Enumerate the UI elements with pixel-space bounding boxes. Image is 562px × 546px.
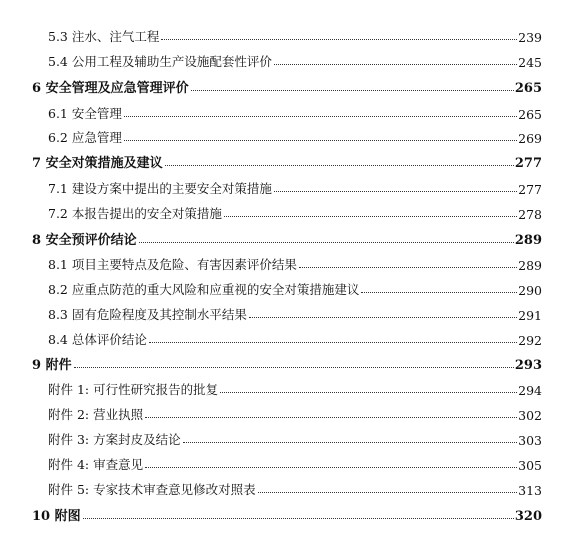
dot-leader [183, 441, 518, 443]
toc-entry-title: 方案封皮及结论 [93, 432, 181, 447]
toc-section[interactable] [32, 504, 542, 524]
toc-entry-title: 固有危险程度及其控制水平结果 [71, 307, 247, 322]
toc-section[interactable] [32, 353, 542, 373]
toc-section[interactable] [32, 228, 542, 248]
toc-entry-title: 安全预评价结论 [45, 233, 137, 248]
toc-entry-number: 7.2 [48, 206, 68, 221]
toc-entry-page: 313 [518, 483, 542, 498]
toc-entry-title: 安全对策措施及建议 [45, 156, 163, 171]
toc-entry-label [32, 152, 165, 171]
toc-entry-number: 8.2 [48, 282, 68, 297]
toc-entry[interactable] [48, 478, 542, 498]
toc-entry-number: 6 [32, 81, 42, 96]
dot-leader [220, 391, 517, 393]
toc-entry-page: 305 [518, 458, 542, 473]
toc-entry-page: 303 [518, 433, 542, 448]
dot-leader [145, 466, 517, 468]
toc-entry[interactable] [48, 102, 542, 122]
toc-entry-label [48, 480, 258, 498]
dot-leader [74, 366, 514, 368]
toc-entry-number: 6.2 [48, 130, 68, 145]
toc-section[interactable] [32, 76, 542, 96]
toc-entry-label [48, 104, 124, 122]
toc-entry-number: 7.1 [48, 181, 68, 196]
toc-entry[interactable] [48, 278, 542, 298]
toc-entry-title: 审查意见 [93, 457, 144, 472]
toc-entry-page: 265 [514, 81, 542, 96]
toc-entry-title: 应重点防范的重大风险和应重视的安全对策措施建议 [71, 282, 360, 297]
toc-entry-page: 289 [514, 233, 542, 248]
toc-entry-label [48, 27, 161, 45]
toc-entry-number: 6.1 [48, 106, 68, 121]
toc-entry-title: 总体评价结论 [71, 332, 147, 347]
dot-leader [299, 266, 517, 268]
toc-entry-title: 建设方案中提出的主要安全对策措施 [71, 181, 272, 196]
toc-entry-page: 277 [518, 182, 542, 197]
dot-leader [124, 139, 517, 141]
toc-entry-page: 320 [514, 509, 542, 524]
toc-entry-page: 278 [518, 207, 542, 222]
toc-entry-number: 8.4 [48, 332, 68, 347]
toc-entry[interactable] [48, 403, 542, 423]
toc-entry[interactable] [48, 253, 542, 273]
toc-entry-number: 附件 3: [48, 432, 90, 447]
toc-entry-page: 277 [514, 156, 542, 171]
dot-leader [249, 316, 517, 318]
toc-entry-label [48, 280, 361, 298]
toc-section[interactable] [32, 151, 542, 171]
toc-entry-number: 9 [32, 358, 42, 373]
toc-entry-number: 8.1 [48, 257, 68, 272]
toc-entry[interactable] [48, 453, 542, 473]
toc-entry-label [48, 455, 145, 473]
toc-entry-label [48, 128, 124, 146]
toc-entry-label [48, 204, 224, 222]
toc-entry[interactable] [48, 378, 542, 398]
toc-entry-label [48, 330, 149, 348]
dot-leader [165, 164, 514, 166]
toc-entry-page: 293 [514, 358, 542, 373]
toc-entry-number: 附件 2: [48, 407, 90, 422]
dot-leader [161, 38, 517, 40]
dot-leader [258, 491, 518, 493]
toc-entry-label [48, 255, 299, 273]
dot-leader [274, 63, 517, 65]
dot-leader [83, 517, 514, 519]
toc-entry-title: 注水、注气工程 [71, 29, 160, 44]
toc-entry-label [48, 179, 274, 197]
dot-leader [361, 291, 517, 293]
toc-entry-label [48, 380, 220, 398]
toc-entry-number: 7 [32, 156, 42, 171]
toc-entry-title: 专家技术审查意见修改对照表 [93, 482, 256, 497]
toc-entry-label [48, 52, 274, 70]
toc-entry-label [48, 305, 249, 323]
toc-entry-number: 10 [32, 509, 51, 524]
toc-entry-title: 附图 [54, 509, 81, 524]
toc-entry-page: 302 [518, 408, 542, 423]
toc-entry-page: 292 [518, 333, 542, 348]
toc-entry-label [32, 354, 74, 373]
toc-entry-page: 294 [518, 383, 542, 398]
toc-entry-page: 245 [518, 55, 542, 70]
toc-entry[interactable] [48, 25, 542, 45]
toc-entry-page: 290 [518, 283, 542, 298]
toc-entry-title: 公用工程及辅助生产设施配套性评价 [71, 54, 272, 69]
dot-leader [224, 215, 517, 217]
toc-entry-label [32, 77, 191, 96]
toc-entry[interactable] [48, 126, 542, 146]
toc-entry-title: 应急管理 [71, 130, 122, 145]
toc-entry-number: 5.3 [48, 29, 68, 44]
toc-entry-number: 附件 1: [48, 382, 90, 397]
toc-entry-title: 安全管理 [71, 106, 122, 121]
toc-entry-page: 291 [518, 308, 542, 323]
toc-entry-number: 8.3 [48, 307, 68, 322]
toc-entry-label [48, 405, 145, 423]
toc-entry[interactable] [48, 328, 542, 348]
toc-entry-page: 289 [518, 258, 542, 273]
toc-entry-title: 附件 [45, 358, 72, 373]
dot-leader [274, 190, 517, 192]
toc-entry-title: 安全管理及应急管理评价 [45, 81, 189, 96]
toc-entry-number: 附件 4: [48, 457, 90, 472]
toc-entry-label [32, 505, 83, 524]
toc-entry-title: 本报告提出的安全对策措施 [71, 206, 222, 221]
toc-entry[interactable] [48, 50, 542, 70]
toc-entry-number: 8 [32, 233, 42, 248]
toc-entry[interactable] [48, 177, 542, 197]
toc-entry[interactable] [48, 428, 542, 448]
dot-leader [149, 341, 517, 343]
toc-entry-number: 5.4 [48, 54, 68, 69]
toc-entry-page: 239 [518, 30, 542, 45]
dot-leader [139, 241, 514, 243]
toc-entry[interactable] [48, 202, 542, 222]
toc-entry-title: 营业执照 [93, 407, 144, 422]
dot-leader [124, 115, 517, 117]
toc-entry-page: 269 [518, 131, 542, 146]
toc-entry-title: 可行性研究报告的批复 [93, 382, 219, 397]
toc-entry-label [32, 229, 139, 248]
toc-entry-page: 265 [518, 107, 542, 122]
toc-entry-label [48, 430, 183, 448]
toc-entry-title: 项目主要特点及危险、有害因素评价结果 [71, 257, 297, 272]
toc-entry[interactable] [48, 303, 542, 323]
dot-leader [191, 89, 514, 91]
toc-entry-number: 附件 5: [48, 482, 90, 497]
dot-leader [145, 416, 517, 418]
